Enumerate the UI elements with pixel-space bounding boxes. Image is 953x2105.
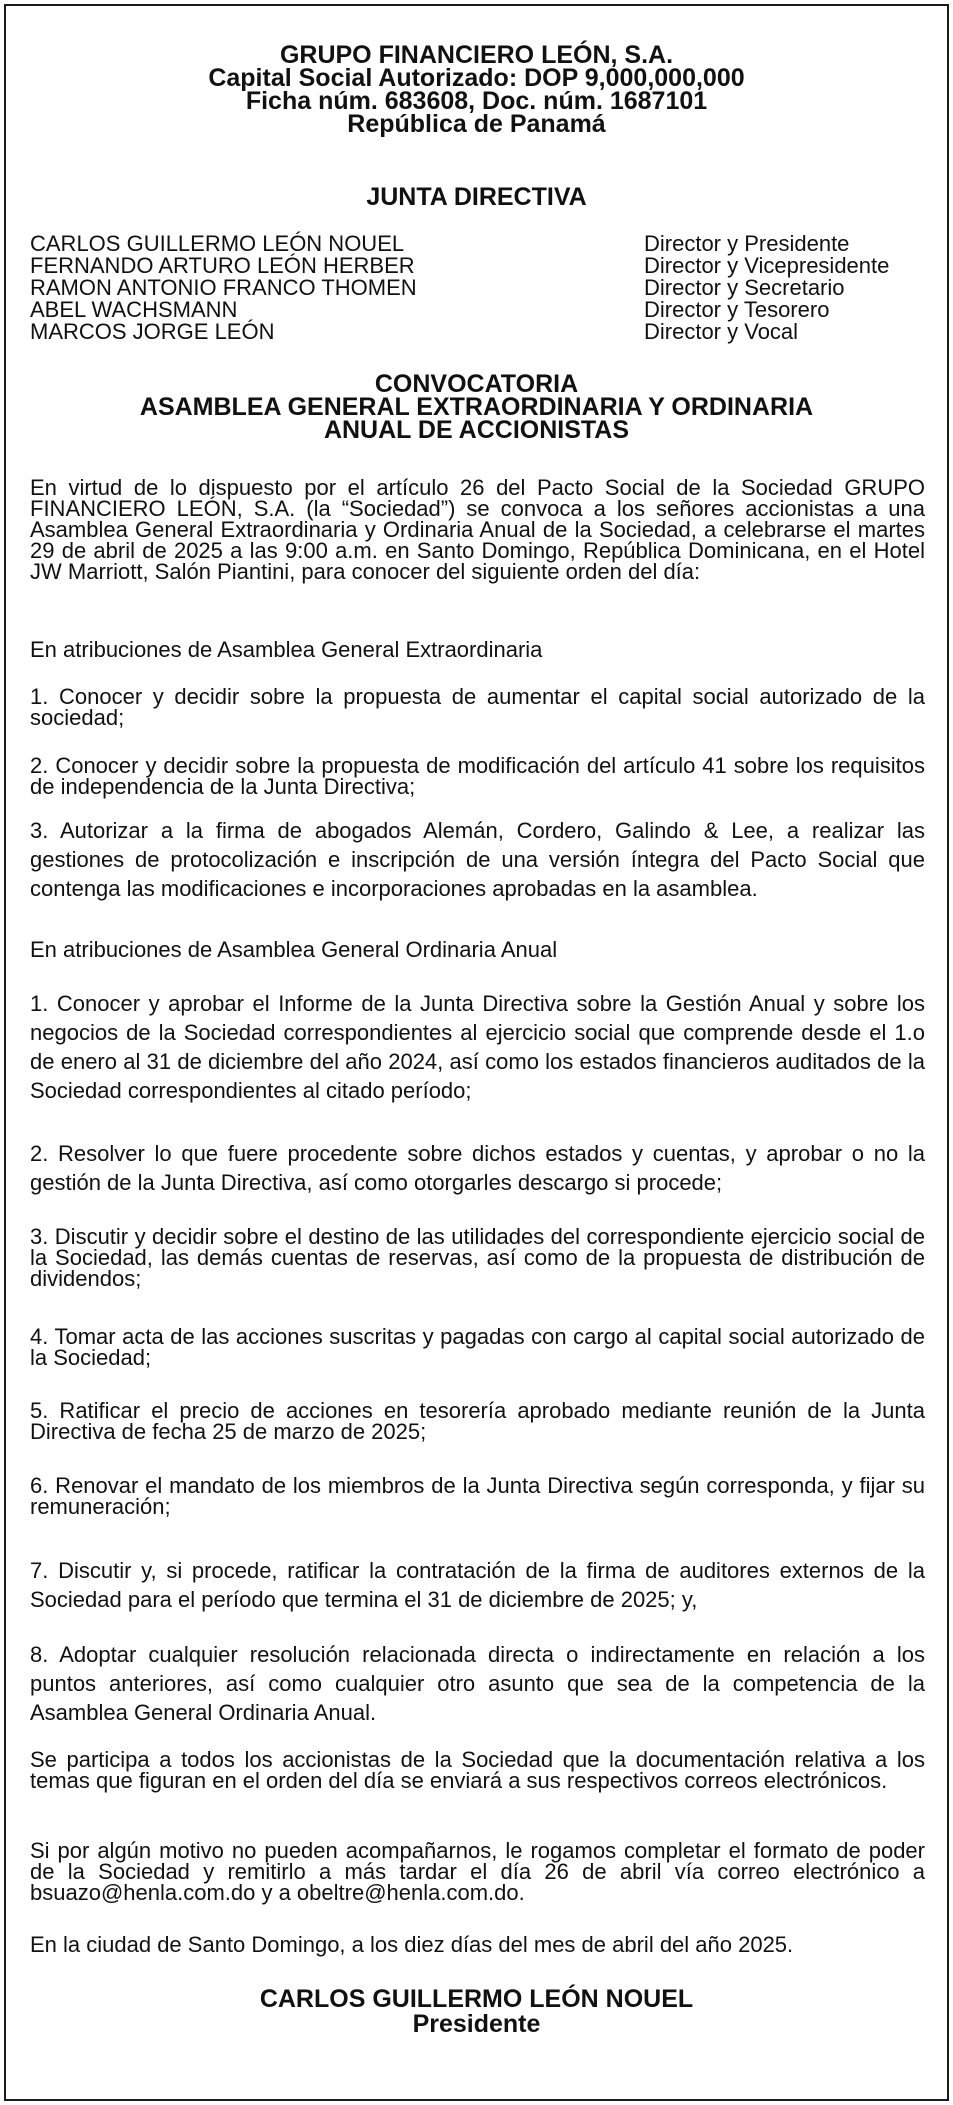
title-line: ANUAL DE ACCIONISTAS: [323, 416, 630, 444]
member-name: FERNANDO ARTURO LEÓN HERBER: [30, 253, 415, 278]
board-member-row: [30, 277, 930, 299]
board-member-row: [30, 299, 930, 321]
agenda-item: 1. Conocer y decidir sobre la propuesta de aumentar el capital social autorizado de la sociedad;: [30, 684, 925, 730]
proxy-notice: Si por algún motivo no pueden acompañarnos, le rogamos completar el formato de poder de la Sociedad y remitirlo a más tardar el día 26 de abril vía correo electrónico a bsuazo@henla.com.do y a obeltre@henla.com.do.: [30, 1838, 925, 1905]
country: República de Panamá: [347, 110, 606, 138]
member-name: RAMON ANTONIO FRANCO THOMEN: [30, 275, 417, 300]
agenda-item: 2. Conocer y decidir sobre la propuesta de modificación del artículo 41 sobre los requisitos de independencia de la Junta Directiva;: [30, 753, 925, 799]
signature-block: [6, 1987, 947, 2037]
title-line: CONVOCATORIA: [374, 370, 579, 398]
extraordinaria-heading: En atribuciones de Asamblea General Extraordinaria: [30, 637, 543, 662]
member-role: Director y Secretario: [644, 275, 845, 300]
member-name: ABEL WACHSMANN: [30, 297, 238, 322]
member-name: CARLOS GUILLERMO LEÓN NOUEL: [30, 231, 405, 256]
agenda-item: 4. Tomar acta de las acciones suscritas y pagadas con cargo al capital social autorizado de la Sociedad;: [30, 1324, 925, 1370]
member-role: Director y Presidente: [644, 231, 850, 256]
convocatoria-title: [6, 370, 947, 444]
board-member-row: [30, 321, 930, 343]
company-header: [6, 41, 947, 138]
title-line: ASAMBLEA GENERAL EXTRAORDINARIA Y ORDINARIA: [139, 393, 814, 421]
date-line: En la ciudad de Santo Domingo, a los diez días del mes de abril del año 2025.: [30, 1932, 794, 1957]
ordinaria-heading: En atribuciones de Asamblea General Ordinaria Anual: [30, 937, 558, 962]
signatory-name: CARLOS GUILLERMO LEÓN NOUEL: [259, 1985, 694, 2013]
notice-page: [4, 4, 949, 2101]
agenda-item: 3. Autorizar a la firma de abogados Alemán, Cordero, Galindo & Lee, a realizar las gestiones de protocolización e inscripción de una versión íntegra del Pacto Social que contenga las modificaciones e incorporaciones aprobadas en la asamblea.: [30, 818, 925, 901]
registry-info: Ficha núm. 683608, Doc. núm. 1687101: [245, 87, 708, 115]
agenda-item: 7. Discutir y, si procede, ratificar la contratación de la firma de auditores externos de la Sociedad para el período que termina el 31 de diciembre de 2025; y,: [30, 1558, 925, 1612]
authorized-capital: Capital Social Autorizado: DOP 9,000,000,000: [208, 64, 745, 92]
company-name: GRUPO FINANCIERO LEÓN, S.A.: [279, 41, 674, 69]
agenda-item: 6. Renovar el mandato de los miembros de la Junta Directiva según corresponda, y fijar su remuneración;: [30, 1473, 925, 1519]
documentation-notice: Se participa a todos los accionistas de la Sociedad que la documentación relativa a los temas que figuran en el orden del día se enviará a sus respectivos correos electrónicos.: [30, 1747, 925, 1793]
board-title-block: [6, 183, 947, 211]
board-title: JUNTA DIRECTIVA: [366, 183, 587, 211]
board-member-row: [30, 255, 930, 277]
agenda-item: 5. Ratificar el precio de acciones en tesorería aprobado mediante reunión de la Junta Directiva de fecha 25 de marzo de 2025;: [30, 1398, 925, 1444]
intro-paragraph: En virtud de lo dispuesto por el artículo 26 del Pacto Social de la Sociedad GRUPO FINANCIERO LEÓN, S.A. (la “Sociedad”) se convoca a los señores accionistas a una Asamblea General Extraordinaria y Ordinaria Anual de la Sociedad, a celebrarse el martes 29 de abril de 2025 a las 9:00 a.m. en Santo Domingo, República Dominicana, en el Hotel JW Marriott, Salón Piantini, para conocer del siguiente orden del día:: [30, 475, 925, 584]
signatory-title: Presidente: [412, 2010, 541, 2038]
member-role: Director y Tesorero: [644, 297, 830, 322]
agenda-item: 1. Conocer y aprobar el Informe de la Junta Directiva sobre la Gestión Anual y sobre los negocios de la Sociedad correspondientes al ejercicio social que comprende desde el 1.o de enero al 31 de diciembre del año 2024, así como los estados financieros auditados de la Sociedad correspondientes al citado período;: [30, 991, 925, 1103]
agenda-item: 8. Adoptar cualquier resolución relacionada directa o indirectamente en relación a los puntos anteriores, así como cualquier otro asunto que sea de la competencia de la Asamblea General Ordinaria Anual.: [30, 1642, 925, 1725]
agenda-item: 3. Discutir y decidir sobre el destino de las utilidades del correspondiente ejercicio social de la Sociedad, las demás cuentas de reservas, así como de la propuesta de distribución de dividendos;: [30, 1224, 925, 1291]
agenda-item: 2. Resolver lo que fuere procedente sobre dichos estados y cuentas, y aprobar o no la gestión de la Junta Directiva, así como otorgarles descargo si procede;: [30, 1141, 925, 1195]
member-role: Director y Vicepresidente: [644, 253, 890, 278]
member-name: MARCOS JORGE LEÓN: [30, 319, 275, 344]
board-member-row: [30, 233, 930, 255]
member-role: Director y Vocal: [644, 319, 799, 344]
board-members: [30, 233, 930, 343]
